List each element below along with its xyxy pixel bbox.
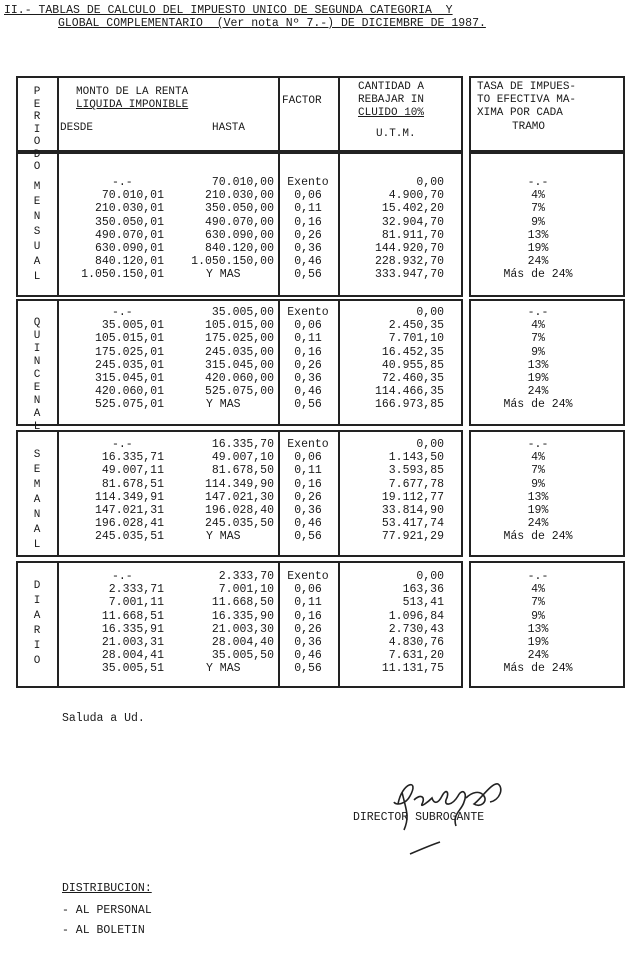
table-row — [0, 504, 630, 517]
cell-factor: 0,11 — [294, 596, 322, 610]
cell-desde: 147.021,31 — [94, 504, 164, 517]
cell-desde: 245.035,01 — [94, 358, 164, 372]
cell-cantidad: 72.460,35 — [381, 372, 444, 385]
cell-tasa: 4% — [531, 319, 545, 333]
table-row — [0, 319, 630, 332]
cell-tasa: 7% — [531, 596, 545, 610]
cell-hasta: Y MAS — [206, 398, 241, 412]
header-cantidad-line2: REBAJAR IN — [358, 94, 425, 106]
cell-cantidad: 0,00 — [416, 176, 444, 189]
cell-desde: 175.025,01 — [94, 345, 164, 359]
cell-hasta: 490.070,00 — [204, 215, 274, 229]
header-cantidad-line3: CLUIDO 10% — [358, 107, 425, 119]
cell-tasa: -.- — [527, 570, 549, 583]
table-row — [0, 242, 630, 255]
cell-factor: 0,11 — [294, 332, 322, 346]
table-row — [0, 596, 630, 609]
cell-cantidad: 0,00 — [416, 570, 444, 583]
table-row — [0, 570, 630, 583]
cell-desde: -.- — [112, 306, 133, 319]
cell-tasa: Más de 24% — [503, 398, 573, 412]
table-row — [0, 359, 630, 372]
cell-hasta: 21.003,30 — [211, 622, 274, 636]
cell-factor: Exento — [287, 176, 329, 189]
cell-factor: 0,36 — [294, 504, 322, 517]
cell-hasta: 840.120,00 — [204, 242, 274, 255]
cell-factor: 0,06 — [294, 319, 322, 333]
cell-hasta: 16.335,70 — [211, 438, 274, 451]
table-row — [0, 385, 630, 398]
cell-tasa: -.- — [527, 176, 549, 189]
cell-tasa: -.- — [527, 438, 549, 451]
cell-factor: 0,06 — [294, 583, 322, 597]
cell-tasa: 24% — [527, 385, 549, 399]
cell-desde: 21.003,31 — [101, 636, 164, 649]
cell-hasta: 315.045,00 — [204, 358, 274, 372]
cell-factor: 0,56 — [294, 398, 322, 412]
cell-factor: 0,16 — [294, 477, 322, 491]
table-row — [0, 346, 630, 359]
table-row — [0, 464, 630, 477]
cell-hasta: 1.050.150,00 — [191, 255, 274, 269]
table-row — [0, 610, 630, 623]
cell-hasta: 16.335,90 — [211, 609, 274, 623]
cell-desde: 11.668,51 — [101, 609, 164, 623]
cell-factor: 0,36 — [294, 636, 322, 649]
distribucion-label: DISTRIBUCION: — [62, 882, 152, 895]
cell-cantidad: 81.911,70 — [381, 228, 444, 242]
header-tasa-line1: TASA DE IMPUES- — [477, 81, 577, 93]
cell-hasta: Y MAS — [206, 662, 241, 676]
cell-hasta: Y MAS — [206, 268, 241, 282]
cell-desde: 420.060,01 — [94, 385, 164, 399]
cell-hasta: 245.035,00 — [204, 345, 274, 359]
cell-hasta: 35.005,50 — [211, 649, 274, 663]
cell-desde: 16.335,91 — [101, 622, 164, 636]
cell-desde: 35.005,01 — [101, 319, 164, 333]
cell-cantidad: 40.955,85 — [381, 358, 444, 372]
cell-cantidad: 4.830,76 — [388, 636, 444, 649]
cell-tasa: 7% — [531, 332, 545, 346]
cell-factor: 0,16 — [294, 609, 322, 623]
cell-tasa: 9% — [531, 477, 545, 491]
header-hasta: HASTA — [212, 122, 246, 134]
cell-hasta: 35.005,00 — [211, 306, 274, 319]
cell-factor: 0,16 — [294, 345, 322, 359]
cell-factor: 0,26 — [294, 228, 322, 242]
cell-tasa: 7% — [531, 202, 545, 216]
cell-tasa: 19% — [527, 372, 549, 385]
cell-factor: 0,16 — [294, 215, 322, 229]
cell-factor: 0,46 — [294, 649, 322, 663]
header-desde: DESDE — [60, 122, 94, 134]
cell-cantidad: 32.904,70 — [381, 215, 444, 229]
cell-hasta: 28.004,40 — [211, 636, 274, 649]
cell-desde: -.- — [112, 438, 133, 451]
cell-cantidad: 19.112,77 — [381, 490, 444, 504]
cell-cantidad: 1.096,84 — [388, 609, 444, 623]
cell-cantidad: 163,36 — [402, 583, 444, 597]
cell-tasa: 19% — [527, 636, 549, 649]
table-row — [0, 176, 630, 189]
table-row — [0, 649, 630, 662]
table-row — [0, 517, 630, 530]
cell-desde: 16.335,71 — [101, 451, 164, 465]
cell-desde: 490.070,01 — [94, 228, 164, 242]
table-row — [0, 438, 630, 451]
cell-cantidad: 1.143,50 — [388, 451, 444, 465]
header-tasa-line2: TO EFECTIVA MA- — [477, 94, 577, 106]
cell-cantidad: 3.593,85 — [388, 464, 444, 478]
table-row — [0, 255, 630, 268]
cell-desde: 840.120,01 — [94, 255, 164, 269]
cell-cantidad: 53.417,74 — [381, 517, 444, 531]
cell-tasa: 13% — [527, 228, 549, 242]
cell-factor: 0,26 — [294, 490, 322, 504]
table-row — [0, 306, 630, 319]
table-row — [0, 372, 630, 385]
signature-title: DIRECTOR SUBROGANTE — [353, 811, 485, 824]
cell-cantidad: 166.973,85 — [374, 398, 444, 412]
cell-desde: 114.349,91 — [94, 490, 164, 504]
cell-factor: 0,26 — [294, 358, 322, 372]
table-row — [0, 662, 630, 675]
section-period-label: D I A R I O — [33, 580, 41, 667]
cell-factor: 0,56 — [294, 662, 322, 676]
cell-desde: 350.050,01 — [94, 215, 164, 229]
header-tasa-line4: TRAMO — [512, 121, 546, 133]
cell-cantidad: 15.402,20 — [381, 202, 444, 216]
cell-cantidad: 4.900,70 — [388, 189, 444, 203]
cell-factor: 0,06 — [294, 189, 322, 203]
cell-factor: Exento — [287, 570, 329, 583]
cell-hasta: Y MAS — [206, 530, 241, 544]
cell-factor: 0,11 — [294, 464, 322, 478]
cell-tasa: -.- — [527, 306, 549, 319]
cell-desde: 630.090,01 — [94, 242, 164, 255]
cell-hasta: 525.075,00 — [204, 385, 274, 399]
cell-cantidad: 2.450,35 — [388, 319, 444, 333]
cell-tasa: 9% — [531, 609, 545, 623]
section-period-label: Q U I N C E N A L — [33, 317, 41, 433]
cell-tasa: Más de 24% — [503, 662, 573, 676]
table-row — [0, 189, 630, 202]
cell-desde: 315.045,01 — [94, 372, 164, 385]
cell-factor: 0,46 — [294, 385, 322, 399]
cell-desde: 81.678,51 — [101, 477, 164, 491]
cell-factor: 0,06 — [294, 451, 322, 465]
cell-hasta: 81.678,50 — [211, 464, 274, 478]
cell-factor: 0,26 — [294, 622, 322, 636]
header-cantidad-line1: CANTIDAD A — [358, 81, 425, 93]
cell-hasta: 2.333,70 — [218, 570, 274, 583]
cell-cantidad: 33.814,90 — [381, 504, 444, 517]
table-row — [0, 202, 630, 215]
table-row — [0, 623, 630, 636]
cell-tasa: 9% — [531, 215, 545, 229]
cell-factor: 0,36 — [294, 372, 322, 385]
cell-desde: 525.075,01 — [94, 398, 164, 412]
cell-factor: Exento — [287, 306, 329, 319]
saluda-text: Saluda a Ud. — [62, 712, 145, 725]
cell-hasta: 350.050,00 — [204, 202, 274, 216]
cell-tasa: 4% — [531, 451, 545, 465]
cell-hasta: 105.015,00 — [204, 319, 274, 333]
cell-tasa: 19% — [527, 504, 549, 517]
cell-factor: 0,36 — [294, 242, 322, 255]
cell-cantidad: 513,41 — [402, 596, 444, 610]
cell-factor: 0,11 — [294, 202, 322, 216]
header-monto-line2: LIQUIDA IMPONIBLE — [76, 99, 189, 111]
cell-desde: -.- — [112, 176, 133, 189]
table-row — [0, 478, 630, 491]
cell-factor: 0,56 — [294, 268, 322, 282]
cell-cantidad: 228.932,70 — [374, 255, 444, 269]
distribucion-item-boletin: - AL BOLETIN — [62, 924, 145, 937]
cell-cantidad: 2.730,43 — [388, 622, 444, 636]
table-row — [0, 398, 630, 411]
header-factor: FACTOR — [282, 95, 322, 107]
section-period-label: M E N S U A L — [33, 181, 41, 283]
cell-tasa: Más de 24% — [503, 268, 573, 282]
cell-factor: 0,56 — [294, 530, 322, 544]
cell-hasta: 70.010,00 — [211, 176, 274, 189]
cell-hasta: 175.025,00 — [204, 332, 274, 346]
cell-cantidad: 7.677,78 — [388, 477, 444, 491]
cell-tasa: 4% — [531, 189, 545, 203]
section-period-label: S E M A N A L — [33, 449, 41, 551]
cell-tasa: 19% — [527, 242, 549, 255]
cell-tasa: 24% — [527, 255, 549, 269]
header-periodo: P E R I O D O — [33, 86, 41, 173]
cell-tasa: 4% — [531, 583, 545, 597]
table-row — [0, 491, 630, 504]
cell-hasta: 245.035,50 — [204, 517, 274, 531]
cell-desde: 49.007,11 — [101, 464, 164, 478]
cell-hasta: 7.001,10 — [218, 583, 274, 597]
cell-cantidad: 7.701,10 — [388, 332, 444, 346]
table-row — [0, 268, 630, 281]
table-row — [0, 216, 630, 229]
cell-desde: 35.005,51 — [101, 662, 164, 676]
document-title-line2: GLOBAL COMPLEMENTARIO (Ver nota Nº 7.-) DE DICIEMBRE DE 1987. — [58, 17, 486, 30]
cell-hasta: 420.060,00 — [204, 372, 274, 385]
table-row — [0, 530, 630, 543]
table-row — [0, 636, 630, 649]
cell-desde: 1.050.150,01 — [81, 268, 164, 282]
cell-desde: 210.030,01 — [94, 202, 164, 216]
cell-hasta: 49.007,10 — [211, 451, 274, 465]
cell-cantidad: 114.466,35 — [374, 385, 444, 399]
document-title-line1: II.- TABLAS DE CALCULO DEL IMPUESTO UNICO DE SEGUNDA CATEGORIA Y — [4, 4, 453, 17]
cell-factor: Exento — [287, 438, 329, 451]
table-row — [0, 332, 630, 345]
cell-tasa: 9% — [531, 345, 545, 359]
header-cantidad-line4: U.T.M. — [376, 128, 416, 140]
table-row — [0, 583, 630, 596]
cell-hasta: 196.028,40 — [204, 504, 274, 517]
header-tasa-line3: XIMA POR CADA — [477, 107, 563, 119]
distribucion-item-personal: - AL PERSONAL — [62, 904, 152, 917]
table-row — [0, 451, 630, 464]
cell-hasta: 630.090,00 — [204, 228, 274, 242]
cell-desde: 2.333,71 — [108, 583, 164, 597]
cell-hasta: 114.349,90 — [204, 477, 274, 491]
header-monto-line1: MONTO DE LA RENTA — [76, 86, 189, 98]
cell-tasa: 7% — [531, 464, 545, 478]
cell-cantidad: 16.452,35 — [381, 345, 444, 359]
cell-desde: -.- — [112, 570, 133, 583]
cell-tasa: 13% — [527, 490, 549, 504]
cell-tasa: 13% — [527, 358, 549, 372]
cell-tasa: Más de 24% — [503, 530, 573, 544]
cell-cantidad: 11.131,75 — [381, 662, 444, 676]
cell-tasa: 24% — [527, 517, 549, 531]
cell-hasta: 210.030,00 — [204, 189, 274, 203]
cell-tasa: 24% — [527, 649, 549, 663]
cell-desde: 70.010,01 — [101, 189, 164, 203]
cell-desde: 196.028,41 — [94, 517, 164, 531]
cell-cantidad: 77.921,29 — [381, 530, 444, 544]
cell-factor: 0,46 — [294, 255, 322, 269]
cell-desde: 245.035,51 — [94, 530, 164, 544]
cell-desde: 7.001,11 — [108, 596, 164, 610]
cell-factor: 0,46 — [294, 517, 322, 531]
cell-hasta: 11.668,50 — [211, 596, 274, 610]
cell-hasta: 147.021,30 — [204, 490, 274, 504]
cell-tasa: 13% — [527, 622, 549, 636]
cell-cantidad: 0,00 — [416, 306, 444, 319]
cell-cantidad: 333.947,70 — [374, 268, 444, 282]
cell-cantidad: 7.631,20 — [388, 649, 444, 663]
cell-desde: 105.015,01 — [94, 332, 164, 346]
table-row — [0, 229, 630, 242]
cell-desde: 28.004,41 — [101, 649, 164, 663]
cell-cantidad: 0,00 — [416, 438, 444, 451]
cell-cantidad: 144.920,70 — [374, 242, 444, 255]
